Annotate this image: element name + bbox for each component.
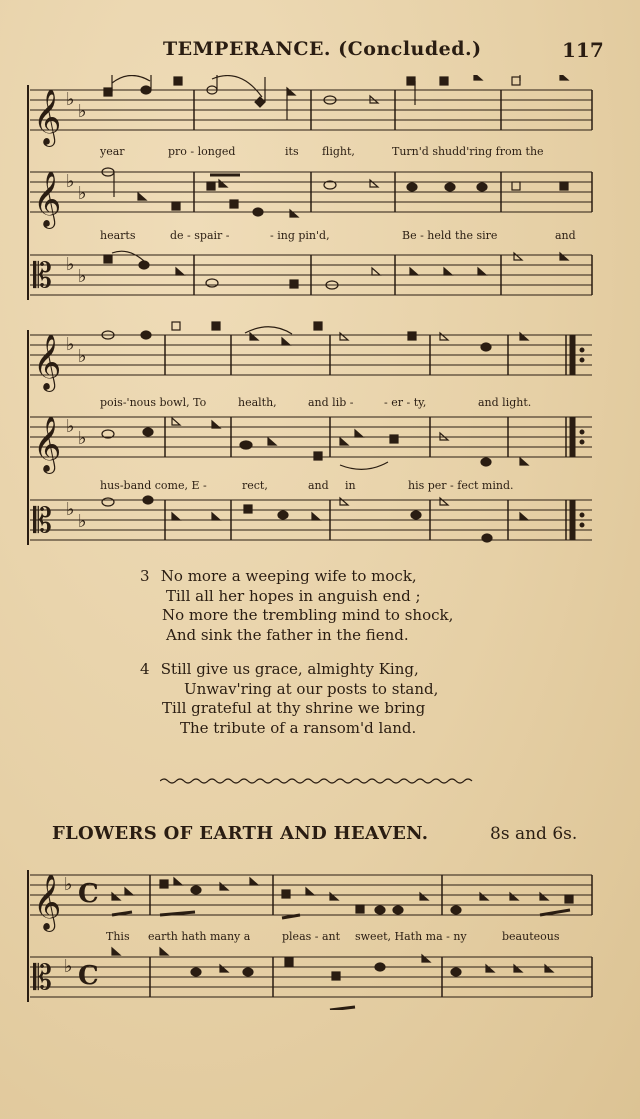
lyric: - ing pin'd,: [270, 229, 330, 242]
page-number: 117: [562, 38, 604, 62]
lyric: year: [100, 145, 125, 158]
notes-staff-2: [102, 418, 528, 469]
lyric: de - spair -: [170, 229, 230, 242]
lyric: pois-'nous bowl, To: [100, 396, 207, 409]
music-system-1: [0, 75, 640, 310]
meter: 8s and 6s.: [490, 824, 578, 844]
notes-staff-bass: [102, 496, 528, 542]
lyric: beauteous: [502, 930, 560, 943]
song-title: FLOWERS OF EARTH AND HEAVEN.: [52, 823, 429, 844]
lyric: hearts: [100, 229, 136, 242]
svg-text:♭: ♭: [66, 89, 75, 110]
common-time-icon: C: [78, 879, 99, 909]
svg-text:♭: ♭: [66, 499, 75, 520]
lyric: and lib -: [308, 396, 354, 409]
svg-text:♭: ♭: [78, 101, 87, 122]
lyric: earth hath many a: [148, 930, 251, 943]
svg-text:♭: ♭: [78, 266, 87, 287]
treble-clef-icon: 𝄞: [33, 416, 62, 472]
lyric: and: [308, 479, 329, 492]
svg-text:♭: ♭: [78, 428, 87, 449]
stanza-3: [140, 567, 453, 645]
treble-clef-icon: 𝄞: [33, 89, 62, 145]
common-time-icon: C: [78, 961, 99, 991]
stanza-line: No more the trembling mind to shock,: [162, 606, 454, 624]
stanza-number: 4: [140, 660, 150, 678]
lyric: This: [106, 930, 130, 943]
stanza-line: The tribute of a ransom'd land.: [180, 718, 417, 737]
stanza-number: 3: [140, 567, 150, 585]
stanza-4: [140, 660, 438, 738]
stanza-line: Still give us grace, almighty King,: [160, 660, 419, 678]
svg-text:♭: ♭: [66, 171, 75, 192]
c-clef-icon: 𝄡: [33, 501, 52, 541]
lyric: and: [555, 229, 576, 242]
svg-text:♭: ♭: [66, 416, 75, 437]
lyric: Be - held the sire: [402, 229, 498, 242]
svg-text:♭: ♭: [78, 511, 87, 532]
lyric: his per - fect mind.: [408, 479, 514, 492]
lyric: rect,: [242, 479, 268, 492]
notes-staff-1: [104, 75, 568, 120]
lyric: - er - ty,: [384, 396, 427, 409]
stanza-line: No more a weeping wife to mock,: [160, 567, 417, 585]
notes-staff-treble: [112, 878, 573, 918]
svg-text:♭: ♭: [66, 334, 75, 355]
treble-clef-icon: 𝄞: [33, 874, 62, 930]
treble-clef-icon: 𝄞: [33, 334, 62, 390]
lyric: sweet, Hath ma - ny: [355, 930, 467, 943]
notes-staff-bass: [104, 251, 568, 289]
staff-bass: [30, 957, 592, 997]
stanza-line: Unwav'ring at our posts to stand,: [184, 679, 439, 698]
c-clef-icon: 𝄡: [33, 958, 52, 998]
lyric: health,: [238, 396, 277, 409]
lyric: in: [345, 479, 356, 492]
page-title: TEMPERANCE. (Concluded.): [163, 38, 482, 60]
lyric: hus-band come, E -: [100, 479, 207, 492]
lyric: flight,: [322, 145, 355, 158]
lyric: and light.: [478, 396, 532, 409]
stanza-line: And sink the father in the fiend.: [166, 625, 409, 644]
c-clef-icon: 𝄡: [33, 256, 52, 296]
lyric: pro - longed: [168, 145, 236, 158]
wavy-divider: [160, 775, 480, 787]
notes-staff-1: [102, 322, 528, 351]
music-system-2: [0, 320, 640, 555]
treble-clef-icon: 𝄞: [33, 171, 62, 227]
stanza-line: Till grateful at thy shrine we bring: [162, 699, 426, 717]
lyric: its: [285, 145, 299, 158]
svg-text:♭: ♭: [66, 254, 75, 275]
lyric: Turn'd shudd'ring from the: [392, 145, 544, 158]
svg-text:♭: ♭: [64, 956, 73, 977]
svg-text:♭: ♭: [64, 874, 73, 895]
stanza-line: Till all her hopes in anguish end ;: [166, 586, 421, 605]
lyric: pleas - ant: [282, 930, 341, 943]
svg-text:♭: ♭: [78, 346, 87, 367]
svg-text:♭: ♭: [78, 183, 87, 204]
